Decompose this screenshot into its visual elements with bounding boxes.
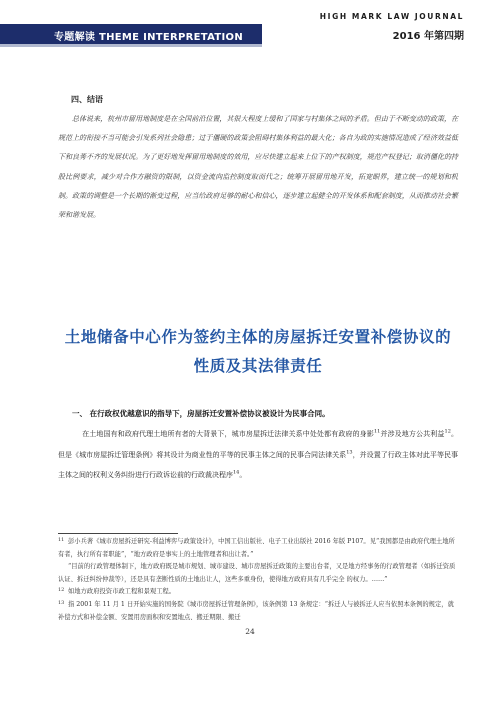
body-segment: ，并设置了行政主体对此平等民事主体之间的权利义务纠纷进行行政诉讼前的行政裁决程序 — [58, 450, 459, 479]
body-segment: 。但是《城市房屋拆迁管理条例》将其设计为商业性的平等的民事主体之间的民事合同法律关系 — [58, 430, 459, 459]
footnote — [58, 536, 458, 561]
conclusion-paragraph — [58, 110, 458, 225]
footnote-number: 12 — [58, 587, 65, 594]
article-subheading: 一、 在行政权优越意识的指导下，房屋拆迁安置补偿协议被设计为民事合同。 — [72, 409, 330, 418]
footnote-text: “目前的行政管理体制下，地方政府既是城市规划、城市建设、城市房屋拆迁政策的主要出台者，又是地方经事务的行政管理者（如拆迁资质认证、拆迁纠纷仲裁等），还是具有垄断性质的土地出让人，这些多重身份，使得地方政府具有几乎完全 的权力。……” — [58, 563, 456, 583]
footnote-text: 指 2001 年 11 月 1 日开始实施的国务院《城市房屋拆迁管理条例》，该条例第 13 条规定：“拆迁人与被拆迁人应当依照本条例的规定，就补偿方式和补偿金额、安置用房面积和安置地点、搬迁期限、搬迁 — [58, 600, 454, 621]
footnotes — [58, 536, 458, 624]
conclusion-text: 总体说来，杭州市留用地制度是在全国前沿位置，其很大程度上缓和了国家与村集体之间的矛盾。但由于不断变动的政策，在规范上的衔接不当可能会引发系列社会隐患；过于僵硬的政策会阻碍村集体利益的最大化；各自为政的实施情况造成了经济效益低下和良莠不齐的发展状况。为了更好地发挥留用地制度的效用，应尽快建立起来上位下的产权制度，规范产权登记；取消僵化的持股比例要求，减少对合作方融资的限制，以资金流向监控制度取而代之；统筹开展留用地开发，拓宽眼界，建立统一的规划和机制。政策的调整是一个长期的渐变过程，应当给政府足够的耐心和信心，逐步建立起健全的开发体系和配套制度，从而推动社会繁荣和谐发展。 — [58, 115, 458, 220]
footnote-text: 如地方政府投资市政工程和景观工程。 — [68, 588, 176, 596]
footnote — [58, 561, 458, 586]
footnote-divider — [58, 533, 178, 534]
article-title: 土地储备中心作为签约主体的房屋拆迁安置补偿协议的性质及其法律责任 — [64, 328, 452, 375]
conclusion-heading: 四、结语 — [71, 95, 103, 104]
body-segment: 并涉及地方公共利益 — [380, 430, 445, 438]
issue-label: 2016 年第四期 — [392, 31, 464, 42]
footnote-ref[interactable]: 13 — [346, 449, 353, 456]
footnote-text: 彭小兵著《城市房屋拆迁研究-利益博弈与政策设计》，中国工信出版社、电子工业出版社 2016 年版 P107。见“我国都是由政府代理土地所有者，执行所有者职能”，“地方政府是事实上的土地管理者和出让者。” — [58, 538, 455, 558]
article-body-paragraph — [58, 424, 458, 486]
footnote-ref[interactable]: 11 — [373, 428, 381, 435]
footnote — [58, 586, 458, 599]
section-tab-label: 专题解读 THEME INTERPRETATION — [54, 32, 243, 43]
journal-name: HIGH MARK LAW JOURNAL — [319, 12, 464, 21]
footnote-number: 11 — [58, 537, 65, 543]
page-number: 24 — [245, 627, 255, 636]
footnote — [58, 599, 458, 624]
section-tab-stripe — [0, 44, 262, 47]
footnote-ref[interactable]: 12 — [444, 428, 451, 435]
page-header — [0, 0, 500, 48]
footnote-number: 13 — [58, 599, 65, 606]
footnote-ref[interactable]: 14 — [233, 469, 240, 476]
body-segment: 在土地国有和政府代理土地所有者的大背景下，城市房屋拆迁法律关系中处处都有政府的身影 — [82, 430, 374, 438]
body-segment: 。 — [239, 471, 247, 479]
